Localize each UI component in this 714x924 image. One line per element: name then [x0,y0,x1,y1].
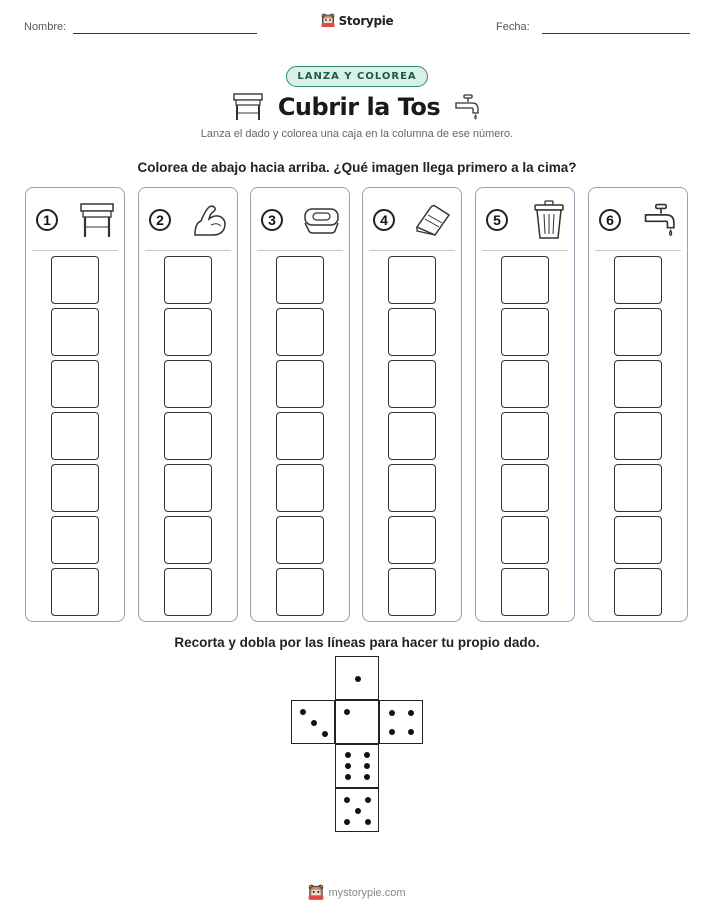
column-number: 4 [373,209,395,231]
color-box[interactable] [501,256,549,304]
column-6 [588,187,688,622]
color-box[interactable] [276,568,324,616]
color-box[interactable] [614,308,662,356]
color-box[interactable] [51,360,99,408]
die-face-6 [335,744,379,788]
color-box[interactable] [276,308,324,356]
color-box[interactable] [388,568,436,616]
color-box[interactable] [164,568,212,616]
bear-logo-icon [308,884,324,901]
color-box[interactable] [164,308,212,356]
color-box[interactable] [276,412,324,460]
color-box[interactable] [501,516,549,564]
column-number: 2 [149,209,171,231]
name-label: Nombre: [24,21,67,33]
name-line [73,33,257,34]
color-box[interactable] [164,516,212,564]
footer-url[interactable]: mystorypie.com [328,886,406,899]
die-face-1 [335,656,379,700]
die-face-3 [291,700,335,744]
color-box[interactable] [388,360,436,408]
color-box[interactable] [501,412,549,460]
color-box[interactable] [164,464,212,512]
color-box[interactable] [276,256,324,304]
column-5 [475,187,575,622]
color-box[interactable] [276,360,324,408]
die-face-5 [335,788,379,832]
column-number: 3 [261,209,283,231]
column-number: 1 [36,209,58,231]
color-box[interactable] [614,412,662,460]
bear-logo-icon [321,13,335,28]
color-box[interactable] [51,568,99,616]
activity-badge: LANZA Y COLOREA [286,66,427,87]
column-4 [362,187,462,622]
column-number: 5 [486,209,508,231]
flexed-arm-icon [191,201,229,239]
color-box[interactable] [164,360,212,408]
color-box[interactable] [501,464,549,512]
color-box[interactable] [614,464,662,512]
desk-icon [78,201,116,239]
color-box[interactable] [614,568,662,616]
color-box[interactable] [51,464,99,512]
color-box[interactable] [164,412,212,460]
column-3 [250,187,350,622]
color-box[interactable] [51,308,99,356]
brand-name: Storypie [338,13,394,28]
color-box[interactable] [51,256,99,304]
tissue-icon [413,201,453,239]
color-box[interactable] [276,516,324,564]
date-line [542,33,690,34]
color-box[interactable] [501,568,549,616]
die-face-1 [335,700,379,744]
trash-can-icon [532,200,566,240]
color-box[interactable] [614,256,662,304]
page-title: Cubrir la Tos [277,93,441,121]
color-box[interactable] [614,360,662,408]
column-1 [25,187,125,622]
soap-bar-icon [301,201,341,239]
color-box[interactable] [614,516,662,564]
date-label: Fecha: [496,21,530,33]
color-box[interactable] [501,360,549,408]
coloring-instruction: Colorea de abajo hacia arriba. ¿Qué imagen llega primero a la cima? [137,160,577,175]
dice-net [291,656,424,834]
footer [0,884,714,906]
color-box[interactable] [501,308,549,356]
column-2 [138,187,238,622]
faucet-icon [643,202,679,238]
color-box[interactable] [388,516,436,564]
column-number: 6 [599,209,621,231]
color-box[interactable] [388,412,436,460]
faucet-icon [454,93,482,121]
color-box[interactable] [388,464,436,512]
color-box[interactable] [164,256,212,304]
cut-instruction: Recorta y dobla por las líneas para hacer tu propio dado. [174,635,540,650]
color-box[interactable] [388,308,436,356]
page-subtitle: Lanza el dado y colorea una caja en la columna de ese número. [200,128,514,140]
desk-icon [232,92,264,122]
die-face-4 [379,700,423,744]
color-box[interactable] [51,412,99,460]
color-box[interactable] [388,256,436,304]
brand-header [0,13,714,33]
color-box[interactable] [276,464,324,512]
color-box[interactable] [51,516,99,564]
